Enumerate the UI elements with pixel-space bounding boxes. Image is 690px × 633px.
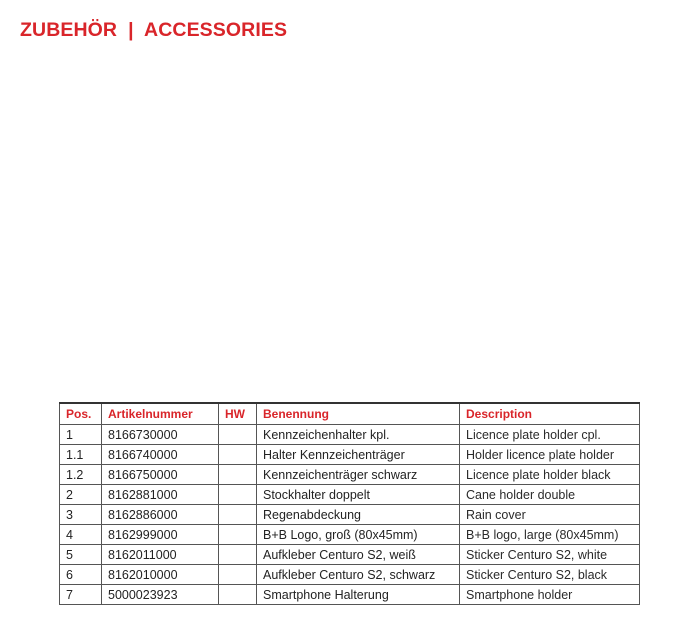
cell-pos: 1 xyxy=(60,425,102,445)
cell-hw xyxy=(219,525,257,545)
cell-description: B+B logo, large (80x45mm) xyxy=(460,525,640,545)
cell-description: Licence plate holder black xyxy=(460,465,640,485)
cell-name: Smartphone Halterung xyxy=(257,585,460,605)
cell-pos: 1.2 xyxy=(60,465,102,485)
cell-name: Aufkleber Centuro S2, weiß xyxy=(257,545,460,565)
column-header-pos: Pos. xyxy=(60,403,102,425)
column-header-article-number: Artikelnummer xyxy=(102,403,219,425)
cell-hw xyxy=(219,585,257,605)
cell-name: Aufkleber Centuro S2, schwarz xyxy=(257,565,460,585)
cell-name: Halter Kennzeichenträger xyxy=(257,445,460,465)
column-header-description: Description xyxy=(460,403,640,425)
cell-pos: 3 xyxy=(60,505,102,525)
cell-name: Kennzeichenträger schwarz xyxy=(257,465,460,485)
cell-pos: 1.1 xyxy=(60,445,102,465)
cell-name: B+B Logo, groß (80x45mm) xyxy=(257,525,460,545)
cell-article-number: 8166740000 xyxy=(102,445,219,465)
cell-name: Regenabdeckung xyxy=(257,505,460,525)
table-row xyxy=(60,425,640,445)
cell-description: Rain cover xyxy=(460,505,640,525)
accessories-table xyxy=(59,402,640,605)
cell-description: Smartphone holder xyxy=(460,585,640,605)
table-row xyxy=(60,485,640,505)
cell-description: Licence plate holder cpl. xyxy=(460,425,640,445)
column-header-hw: HW xyxy=(219,403,257,425)
cell-description: Cane holder double xyxy=(460,485,640,505)
table-header-row xyxy=(60,403,640,425)
cell-hw xyxy=(219,425,257,445)
cell-pos: 2 xyxy=(60,485,102,505)
cell-pos: 4 xyxy=(60,525,102,545)
table-row xyxy=(60,545,640,565)
cell-article-number: 5000023923 xyxy=(102,585,219,605)
cell-pos: 7 xyxy=(60,585,102,605)
cell-article-number: 8162011000 xyxy=(102,545,219,565)
cell-article-number: 8162881000 xyxy=(102,485,219,505)
cell-name: Stockhalter doppelt xyxy=(257,485,460,505)
cell-article-number: 8166750000 xyxy=(102,465,219,485)
cell-hw xyxy=(219,445,257,465)
cell-description: Sticker Centuro S2, white xyxy=(460,545,640,565)
table-row xyxy=(60,505,640,525)
cell-hw xyxy=(219,545,257,565)
cell-pos: 5 xyxy=(60,545,102,565)
cell-description: Sticker Centuro S2, black xyxy=(460,565,640,585)
cell-pos: 6 xyxy=(60,565,102,585)
table-row xyxy=(60,445,640,465)
table-row xyxy=(60,465,640,485)
cell-hw xyxy=(219,505,257,525)
cell-description: Holder licence plate holder xyxy=(460,445,640,465)
cell-hw xyxy=(219,485,257,505)
cell-article-number: 8162010000 xyxy=(102,565,219,585)
cell-hw xyxy=(219,565,257,585)
cell-name: Kennzeichenhalter kpl. xyxy=(257,425,460,445)
cell-article-number: 8162999000 xyxy=(102,525,219,545)
table-row xyxy=(60,525,640,545)
table-row xyxy=(60,565,640,585)
cell-hw xyxy=(219,465,257,485)
cell-article-number: 8162886000 xyxy=(102,505,219,525)
table-row xyxy=(60,585,640,605)
page-title: ZUBEHÖR | ACCESSORIES xyxy=(20,19,288,41)
cell-article-number: 8166730000 xyxy=(102,425,219,445)
column-header-name: Benennung xyxy=(257,403,460,425)
